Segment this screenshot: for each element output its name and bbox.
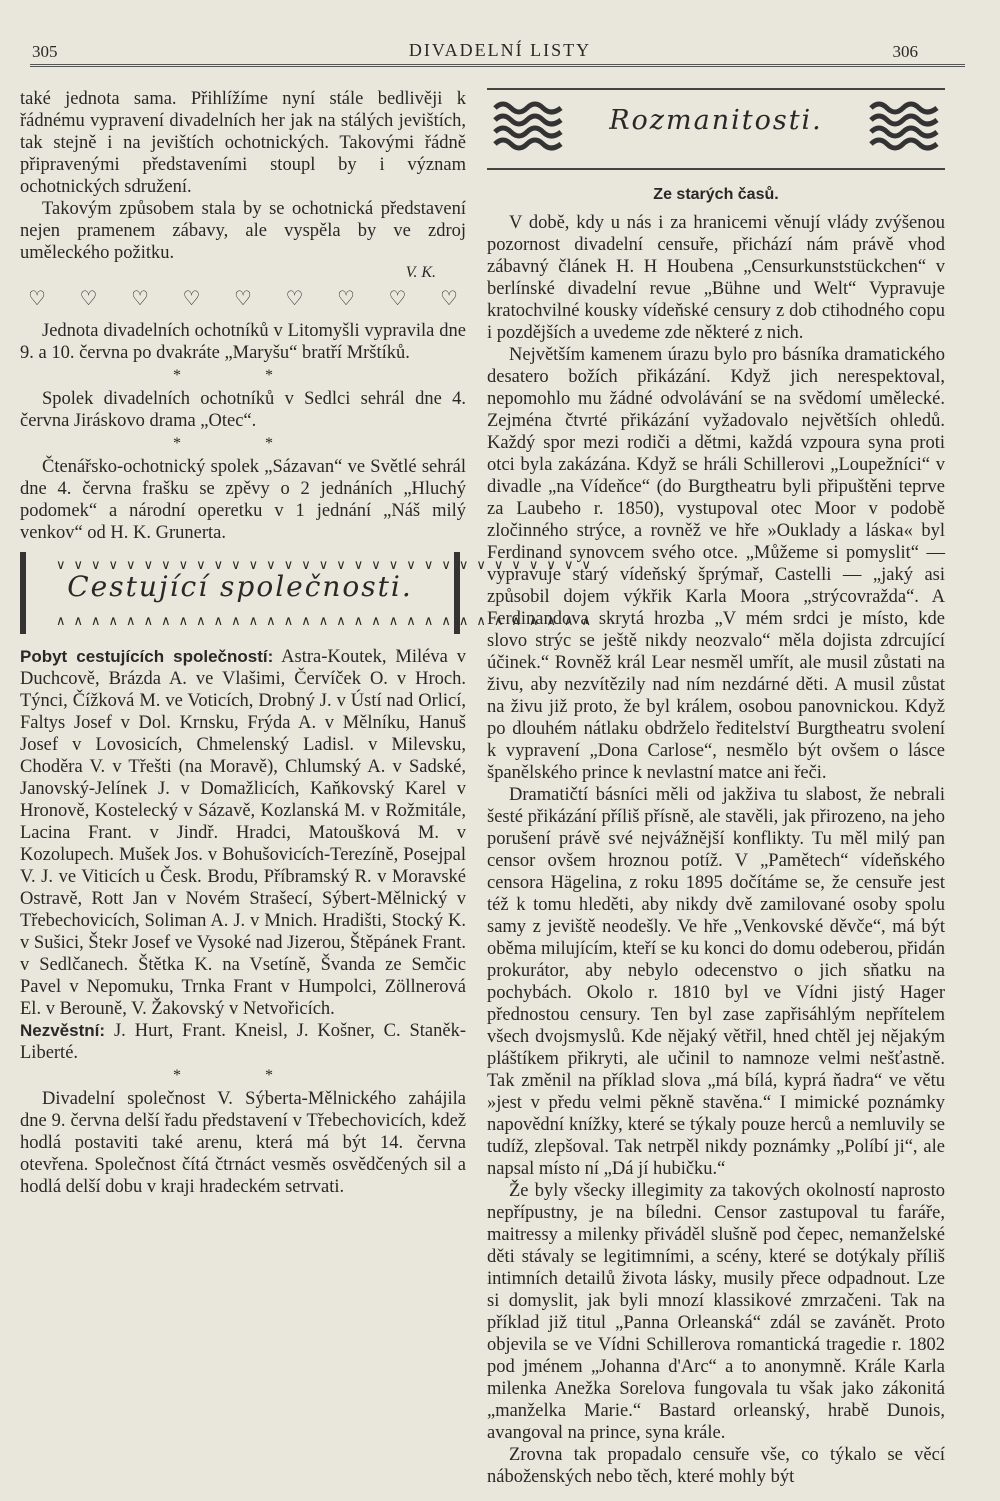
page-number-right: 306 [892, 42, 918, 61]
news-item: Jednota divadelních ochotníků v Litomyšli vypravila dne 9. a 10. června po dvakráte „Maryšu“ bratří Mrštíků. [20, 321, 466, 363]
star-separator: * * [173, 1067, 313, 1084]
section-title-cestujici: Cestující společnosti. [67, 570, 413, 603]
final-paragraph: Divadelní společnost V. Sýberta-Mělnického zahájila dne 9. června delší řadu představení v Třebechovicích, kdež hodlá postaviti také arenu, která má být 14. června otevřena. Společnost čítá čtrnáct vesměs osvědčených sil a hodlá delší dobu v kraji hradeckém setrvati. [20, 1089, 466, 1197]
journal-title: DIVADELNÍ LISTY [408, 40, 592, 60]
ornament-bottom: ∧∧∧∧∧∧∧∧∧∧∧∧∧∧∧∧∧∧∧∧∧∧∧∧∧∧∧∧∧∧∧ [56, 613, 599, 628]
heart-ornament: ♡ [234, 288, 252, 310]
heart-ornament: ♡ [182, 288, 201, 310]
news-item: Spolek divadelních ochotníků v Sedlci sehrál dne 4. června Jiráskovo drama „Otec“. [20, 389, 466, 431]
nezvestni-list: J. Hurt, Frant. Kneisl, J. Košner, C. Staněk-Liberté. [20, 1021, 467, 1063]
heart-ornament: ♡ [79, 288, 98, 310]
news-item: Čtenářsko-ochotnický spolek „Sázavan“ ve Světlé sehrál dne 4. června frašku se zpěvy o 2 jednáních „Hluchý podomek“ a národní operetku v 1 jednání „Náš milý venkov“ od H. K. Grunerta. [20, 457, 466, 543]
heart-ornament: ♡ [337, 288, 355, 310]
article-paragraph: Zrovna tak propadalo censuře vše, co týkalo se věcí náboženských nebo těch, které mohly být [487, 1445, 945, 1487]
heart-ornament: ♡ [131, 288, 149, 310]
ornament-top: ∨∨∨∨∨∨∨∨∨∨∨∨∨∨∨∨∨∨∨∨∨∨∨∨∨∨∨∨∨∨∨ [56, 557, 599, 572]
pobyt-list: Astra-Koutek, Miléva v Duchcově, Brázda A. ve Vlašimi, Červíček O. v Hroch. Týnci, Čížková M. ve Voticích, Drobný J. v Ústí nad Orlicí, Faltys Josef v Dol. Krnsku, Frýda A. v Mělníku, Hanuš Josef v Lovosicích, Chmelenský Ladisl. v Milevsku, Choděra V. v Třešti (na Moravě), Chlumský A. v Sadské, Janovský-Jelínek J. v Domažlicích, Kaňkovský Karel v Hronově, Kostelecký v Sázavě, Kozlanská M. v Rožmitále, Lacina Frant. v Jindř. Hradci, Matoušková M. v Kozolupech. Mušek Jos. v Bohušovicích-Terezíně, Posejpal V. J. ve Viticích u Česk. Brodu, Příbramský R. v Moravské Ostravě, Rott Jan v Novém Strašecí, Sýbert-Mělnický v Třebechovicích, Soliman A. J. v Mnich. Hradišti, Stocký K. v Sušici, Štekr Josef ve Vysoké nad Jizerou, Štěpánek Frant. v Sedlčanech. Štětka K. na Vsetíně, Švanda ze Semčic Pavel v Nepomuku, Trnka Frant v Humpolci, Zöllnerová El. v Berouně, V. Žakovský v Netvořicích. [20, 647, 466, 1019]
right-column [487, 88, 945, 1488]
article-paragraph: V době, kdy u nás i za hranicemi věnují vlády zvýšenou pozornost divadelní censuře, přichází nám právě vhod zábavný článek H. H Houbena „Censurkunststückchen“ v berlínské divadelní revue „Bühne und Welt“ Vypravuje kratochvilné kousky vídeňské censury z dob ctihodného copu i pozdějších a uvedeme zde některé z nich. [487, 213, 945, 343]
page-header [0, 36, 1000, 66]
heart-ornament: ♡ [285, 288, 304, 310]
cestujici-section [20, 646, 466, 1198]
hearts-divider [20, 282, 466, 320]
author-signature: V. K. [405, 264, 436, 281]
pobyt-label: Pobyt cestujících společností: [20, 647, 274, 666]
heart-ornament: ♡ [388, 288, 407, 310]
nezvestni-label: Nezvěstní: [20, 1021, 106, 1040]
page-number-left: 305 [32, 42, 58, 61]
section-title-rozmanitosti: Rozmanitosti. [609, 105, 823, 136]
wave-ornament-right [869, 100, 939, 158]
intro-paragraph-1: také jednota sama. Přihlížíme nyní stále bedlivěji k řádnému vypravení divadelních her jak na stálých jevištích, tak stejně i na jevištích ochotnických. Takovými řádně připravenými představeními stoupl by i význam ochotnických sdružení. [20, 89, 466, 197]
article-paragraph: Dramatičtí básníci měli od jakživa tu slabost, že nebrali šesté přikázání příliš přísně, ale stavěli, jak přirozeno, na jeho porušení právě své nejvážnější konflikty. Tu měl milý pan censor ovšem hroznou potíž. V „Pamětech“ vídeňského censora Hägelina, z roku 1895 dočítáme se, že censuře jest též k tomu hleděti, aby nikdy dvě zamilované osoby spolu samy z jeviště neodešly. Ve hře „Venkovské děvče“, má být oběma milujícím, kteří se ku konci do domu odeberou, přidán prokurátor, aby nebylo odecenstvo o jich sňatku na pochybách. Okolo r. 1810 byl ve Vídni jistý Hager přednostou censury. Ten byl zase zapřisáhlým nepřítelem všech dvojsmyslů. Kde nějaký větřil, hned chtěl jej nějakým pláštíkem přikryti, ale učinil to namnoze velmi nešťastně. Tak změnil na příklad slova „má bílá, kyprá ňadra“ ve větu »jest v předu velmi pěkně stavěna.“ I mimické poznámky napovědní knížky, které se týkaly pouze herců a nemluvily se tudíž, zlepšoval. Tak netrpěl nikdy poznámky „Políbí ji“, ale napsal místo ní „Dá jí hubičku.“ [487, 785, 945, 1179]
header-rule [30, 64, 965, 67]
article-paragraph: Že byly všecky illegimity za takových okolností naprosto nepřípustny, je na bíledni. Censor zastupoval tu faráře, maitressy a milenky přiváděl slušně pod čepec, nemanželské děti stávaly se legitimními, a scény, které se dotýkaly příliš intimních detailů života lásky, musily přece odpadnout. Lze si domyslit, jak byli mnozí klassikové zmrzačeni. Tak na příklad již titul „Panna Orleanská“ zdál se zavánět. Proto objevila se ve Vídni Schillerova romantická tragedie r. 1802 pod jménem „Johanna d'Arc“ a to anonymně. Krále Karla milenka Anežka Sorelova fungovala tu však jako zákonitá „manželka Marie.“ Bastard orleanský, hrabě Dunois, avangoval na prince, syna krále. [487, 1181, 945, 1443]
cestujici-title-box [20, 552, 599, 634]
article-paragraph: Největším kamenem úrazu bylo pro básníka dramatického desatero božích přikázání. Když jich nerespektoval, nepomohlo mu žádné odvolávání se na svědomí umělecké. Zejména čtvrté přikázání vyžadovalo největších ohledů. Každý spor mezi rodiči a dětmi, každá vzpoura syna proti otci byla zakázána. Když se hráli Schillerovi „Loupežníci“ v divadle „na Vídeňce“ (do Burgtheatru byli připuštěni teprve za Laubeho r. 1850), vystupoval otec Moor v podobě zločinného strýce, a rovněž ve hře »Ouklady a láska« byl Ferdinand synovcem svého otce. „Můžeme si pomyslit“ — vypravuje starý vídeňský šprýmař, Castelli — „jaký asi způsobil dojem výkřik Karla Moora „strýcovražda“. A Ferdinandova skrytá hrozba „V mém srdci je místo, kde slovo strýc se ještě nikdy neozvalo“ měla dojista zdrcující účinek.“ Rovněž král Lear nesměl umřít, ale musil zůstati na živu, aby nezvítězily nad ním nezdárné děti. A musil zůstat na živu již proto, že byl králem, osobou panovnickou. Když po dlouhém nátlaku obdrželo ředitelství Burgtheatru svolení k vypravení „Dona Carlose“, nesmělo být ovšem o lásce španělského prince k nevlastní matce ani řeči. [487, 345, 945, 783]
heart-ornament: ♡ [440, 288, 458, 310]
intro-paragraph-2: Takovým způsobem stala by se ochotnická představení nejen pramenem zábavy, ale vyspěla by ve zdroj uměleckého požitku. [20, 199, 466, 263]
nezvestni-paragraph [20, 1020, 466, 1064]
heart-ornament: ♡ [28, 288, 46, 310]
star-separator: * * [173, 435, 313, 452]
subheading: Ze starých časů. [653, 186, 779, 203]
star-separator: * * [173, 367, 313, 384]
left-column [20, 88, 599, 1198]
rozmanitosti-title-box [487, 88, 945, 170]
pobyt-paragraph [20, 646, 466, 1020]
